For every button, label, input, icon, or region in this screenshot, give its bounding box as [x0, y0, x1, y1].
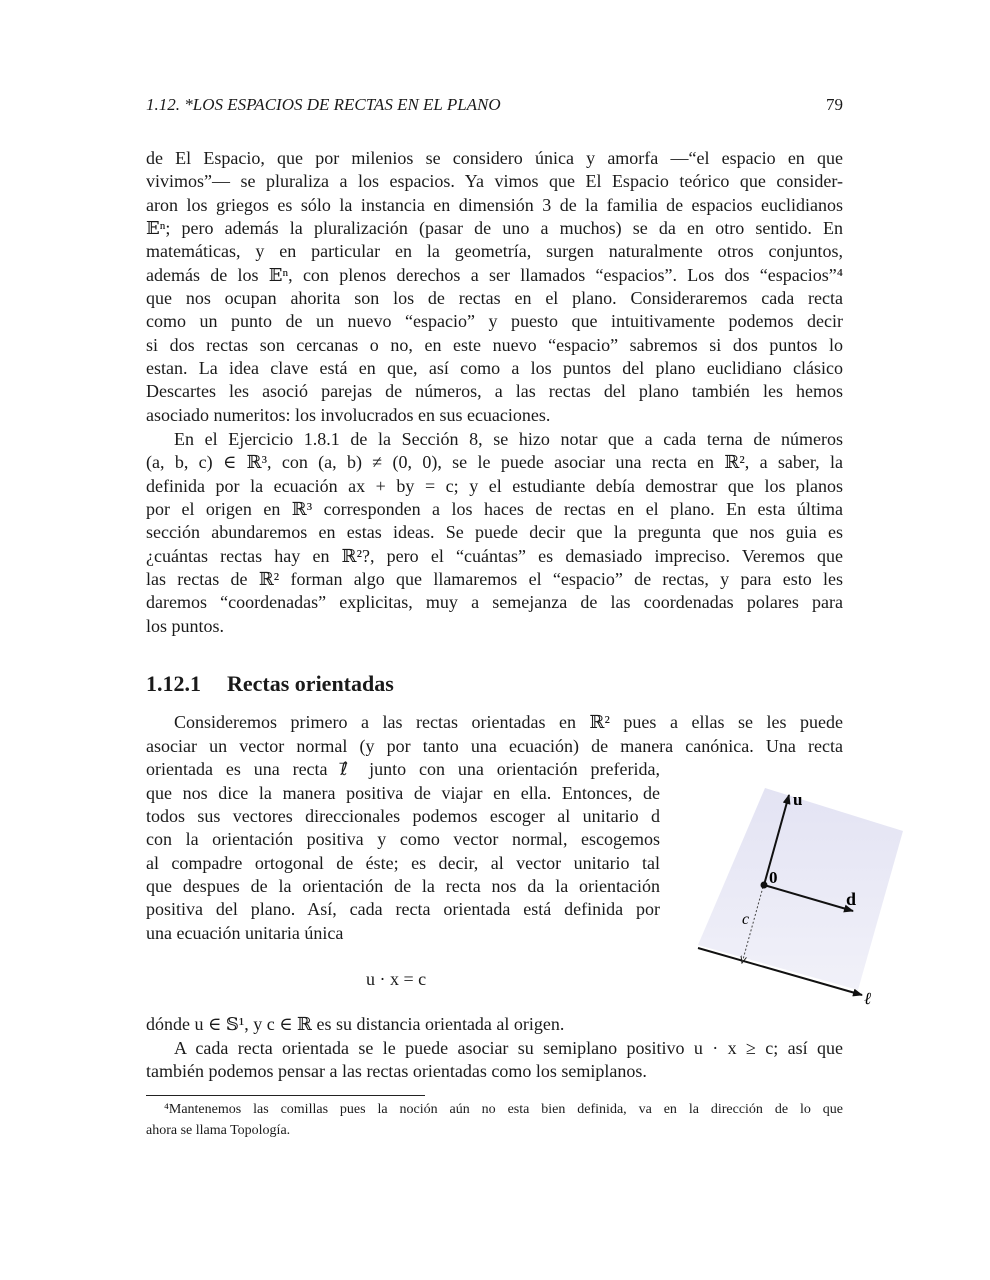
label-line: ℓ⃗: [864, 989, 885, 1008]
text-line: Consideremos primero a las rectas orientadas en ℝ² pues a ellas se les puede: [174, 712, 843, 732]
text-line: orientada es una recta ℓ⃗ junto con una orientación preferida,: [146, 759, 660, 779]
label-d: d: [846, 889, 857, 909]
text-line: al compadre ortogonal de éste; es decir, al vector unitario tal: [146, 853, 660, 873]
label-c: c: [742, 911, 750, 928]
text-line: dónde u ∈ 𝕊¹, y c ∈ ℝ es su distancia orientada al origen.: [146, 1014, 565, 1034]
text-line: ¿cuántas rectas hay en ℝ²?, pero el “cuántas” es demasiado impreciso. Veremos que: [146, 546, 843, 566]
text-line: que despues de la orientación de la recta nos da la orientación: [146, 876, 660, 896]
text-line: definida por la ecuación ax + by = c; y el estudiante debía demostrar que los planos: [146, 476, 843, 496]
text-line: A cada recta orientada se le puede asociar su semiplano positivo u · x ≥ c; así que: [174, 1038, 843, 1058]
text-line: En el Ejercicio 1.8.1 de la Sección 8, se hizo notar que a cada terna de números: [174, 429, 843, 449]
page-number: 79: [826, 95, 843, 114]
text-line: 𝔼ⁿ; pero además la pluralización (pasar de uno a muchos) se da en otro sentido. En: [146, 218, 843, 238]
section-number: 1.12.1: [146, 671, 201, 696]
text-line: Descartes les asoció parejas de números, a las rectas del plano también les hemos: [146, 381, 843, 401]
text-line: sección abundaremos en estas ideas. Se puede decir que la pregunta que nos guia es: [146, 522, 843, 542]
text-line: los puntos.: [146, 616, 225, 636]
text-line: estan. La idea clave está en que, así como a los puntos del plano euclidiano clásico: [146, 358, 843, 378]
section-title: Rectas orientadas: [227, 671, 394, 696]
text-line: una ecuación unitaria única: [146, 923, 344, 943]
text-line: vivimos”— se pluraliza a los espacios. Ya vimos que El Espacio teórico que consider-: [146, 171, 843, 191]
text-line: que nos ocupan ahorita son los de rectas en el plano. Consideraremos cada recta: [146, 288, 843, 308]
running-header: 1.12. *LOS ESPACIOS DE RECTAS EN EL PLANO: [146, 95, 501, 114]
label-u: u: [793, 790, 803, 809]
text-line: de El Espacio, que por milenios se considero única y amorfa —“el espacio en que: [146, 148, 843, 168]
text-line: matemáticas, y en particular en la geometría, surgen naturalmente otros conjuntos,: [146, 241, 843, 261]
text-line: que nos dice la manera positiva de viajar en ella. Entonces, de: [146, 783, 660, 803]
text-line: además de los 𝔼ⁿ, con plenos derechos a ser llamados “espacios”. Los dos “espacios”⁴: [146, 265, 843, 285]
text-line: por el origen en ℝ³ corresponden a los haces de rectas en el plano. En esta última: [146, 499, 843, 519]
footnote-line: ahora se llama Topología.: [146, 1123, 291, 1138]
text-line: con la orientación positiva y como vector normal, escogemos: [146, 829, 660, 849]
label-origin: 0: [769, 868, 778, 887]
text-line: asociado numeritos: los involucrados en sus ecuaciones.: [146, 405, 551, 425]
footnote-rule: [146, 1095, 425, 1096]
origin-point: [761, 882, 768, 889]
positive-halfplane: [698, 788, 903, 990]
text-line: daremos “coordenadas” explicitas, muy a semejanza de las coordenadas polares para: [146, 592, 843, 612]
text-line: también podemos pensar a las rectas orientadas como los semiplanos.: [146, 1061, 647, 1081]
footnote-line: ⁴Mantenemos las comillas pues la noción aún no esta bien definida, va en la dirección de lo que: [164, 1102, 843, 1117]
text-line: aron los griegos es sólo la instancia en dimensión 3 de la familia de espacios euclidianos: [146, 195, 843, 215]
equation: u · x = c: [366, 969, 427, 989]
text-line: si dos rectas son cercanas o no, en este nuevo “espacio” sabremos si dos puntos lo: [146, 335, 843, 355]
text-line: positiva del plano. Así, cada recta orientada está definida por: [146, 899, 660, 919]
text-line: todos sus vectores direccionales podemos escoger al unitario d: [146, 806, 660, 826]
text-line: asociar un vector normal (y por tanto una ecuación) de manera canónica. Una recta: [146, 736, 843, 756]
text-line: las rectas de ℝ² forman algo que llamaremos el “espacio” de rectas, y para esto les: [146, 569, 843, 589]
text-line: como un punto de un nuevo “espacio” y puesto que intuitivamente podemos decir: [146, 311, 843, 331]
text-line: (a, b, c) ∈ ℝ³, con (a, b) ≠ (0, 0), se le puede asociar una recta en ℝ², a saber, la: [146, 452, 843, 472]
